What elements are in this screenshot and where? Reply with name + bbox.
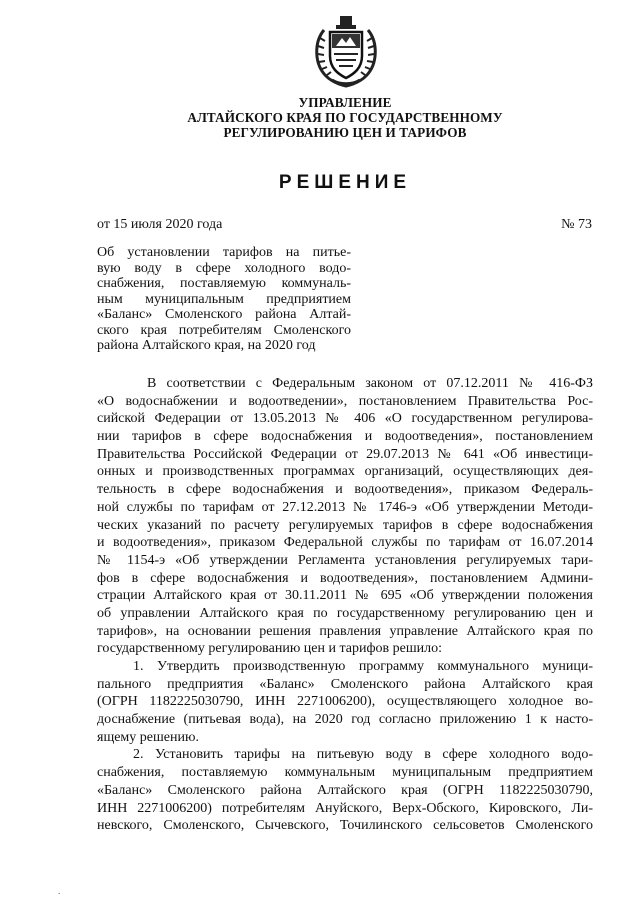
body-line: тарифов», на основании решения правления управление Алтайского края по	[97, 623, 593, 639]
document-body	[97, 375, 593, 835]
subject-line: ным муниципальным предприятием	[97, 291, 351, 307]
body-line: ИНН 2271006200) потребителям Ануйского, Верх-Обского, Кировского, Ли-	[97, 800, 593, 816]
document-date: от 15 июля 2020 года	[97, 217, 223, 232]
subject-line: «Баланс» Смоленского района Алтай-	[97, 307, 351, 322]
body-line-item-2: 2. Установить тарифы на питьевую воду в сфере холодного водо-	[133, 747, 593, 763]
subject-line: ского края потребителям Смоленского	[97, 322, 351, 338]
body-line: ной службы по тарифам от 27.12.2013 № 1746-э «Об утверждении Методи-	[97, 499, 593, 515]
body-line: ящему решению.	[97, 729, 199, 745]
document-number: № 73	[561, 217, 592, 232]
body-line: пального предприятия «Баланс» Смоленского района Алтайского края	[97, 676, 593, 692]
body-line: сийской Федерации от 13.05.2013 № 406 «О государственном регулирова-	[97, 411, 593, 427]
body-line: Правительства Российской Федерации от 29.07.2013 № 641 «Об инвестици-	[97, 446, 593, 462]
body-line: (ОГРН 1182225030790, ИНН 2271006200), осуществляющего холодное во-	[97, 694, 593, 710]
body-line: снабжения, поставляемую коммунальным муниципальным предприятием	[97, 765, 593, 781]
body-line: невского, Смоленского, Сычевского, Точилинского сельсоветов Смоленского	[97, 818, 593, 834]
body-line: и водоотведения», приказом Федеральной службы по тарифам от 16.07.2014	[97, 535, 593, 551]
body-line: «Баланс» Смоленского района Алтайского края (ОГРН 1182225030790,	[97, 782, 593, 798]
body-line: доснабжение (питьевая вода), на 2020 год согласно приложению 1 к насто-	[97, 712, 593, 728]
subject-line: района Алтайского края, на 2020 год	[97, 338, 316, 353]
body-line: онных и производственных программах организаций, осуществляющих дея-	[97, 464, 593, 480]
body-line: нии тарифов в сфере водоснабжения и водоотведения», постановлением	[97, 429, 593, 445]
subject-line: Об установлении тарифов на питье-	[97, 245, 351, 260]
document-subject	[97, 245, 351, 354]
subject-line: вую воду в сфере холодного водо-	[97, 260, 351, 276]
body-line: «О водоснабжении и водоотведении», постановлением Правительства Рос-	[97, 393, 593, 409]
body-line: В соответствии с Федеральным законом от 07.12.2011 № 416-ФЗ	[147, 376, 593, 391]
body-line: тельность в сфере водоснабжения и водоотведения», приказом Федераль-	[97, 482, 593, 498]
coat-of-arms-emblem-icon	[310, 12, 382, 90]
body-line: об управлении Алтайского края по государственному регулированию цен и	[97, 605, 593, 621]
subject-line: снабжения, поставляемую коммуналь-	[97, 276, 351, 291]
org-name-line-2: АЛТАЙСКОГО КРАЯ ПО ГОСУДАРСТВЕННОМУ	[187, 110, 503, 125]
document-type-title: РЕШЕНИЕ	[278, 172, 412, 193]
body-line: страции Алтайского края от 30.11.2011 № 695 «Об утверждении положения	[97, 588, 593, 604]
org-name-line-3: РЕГУЛИРОВАНИЮ ЦЕН И ТАРИФОВ	[223, 125, 467, 140]
body-line: ческих указаний по расчету регулируемых тарифов в сфере водоснабжения	[97, 517, 593, 533]
body-line-item-1: 1. Утвердить производственную программу коммунального муници-	[133, 659, 593, 674]
org-name-line-1: УПРАВЛЕНИЕ	[298, 95, 392, 110]
body-line: государственному регулированию цен и тарифов решило:	[97, 641, 443, 657]
body-line: фов в сфере водоснабжения и водоотведения», постановлением Админи-	[97, 570, 593, 586]
page-corner-mark: .	[58, 886, 61, 896]
body-line: № 1154-э «Об утверждении Регламента установления регулируемых тари-	[97, 552, 593, 568]
